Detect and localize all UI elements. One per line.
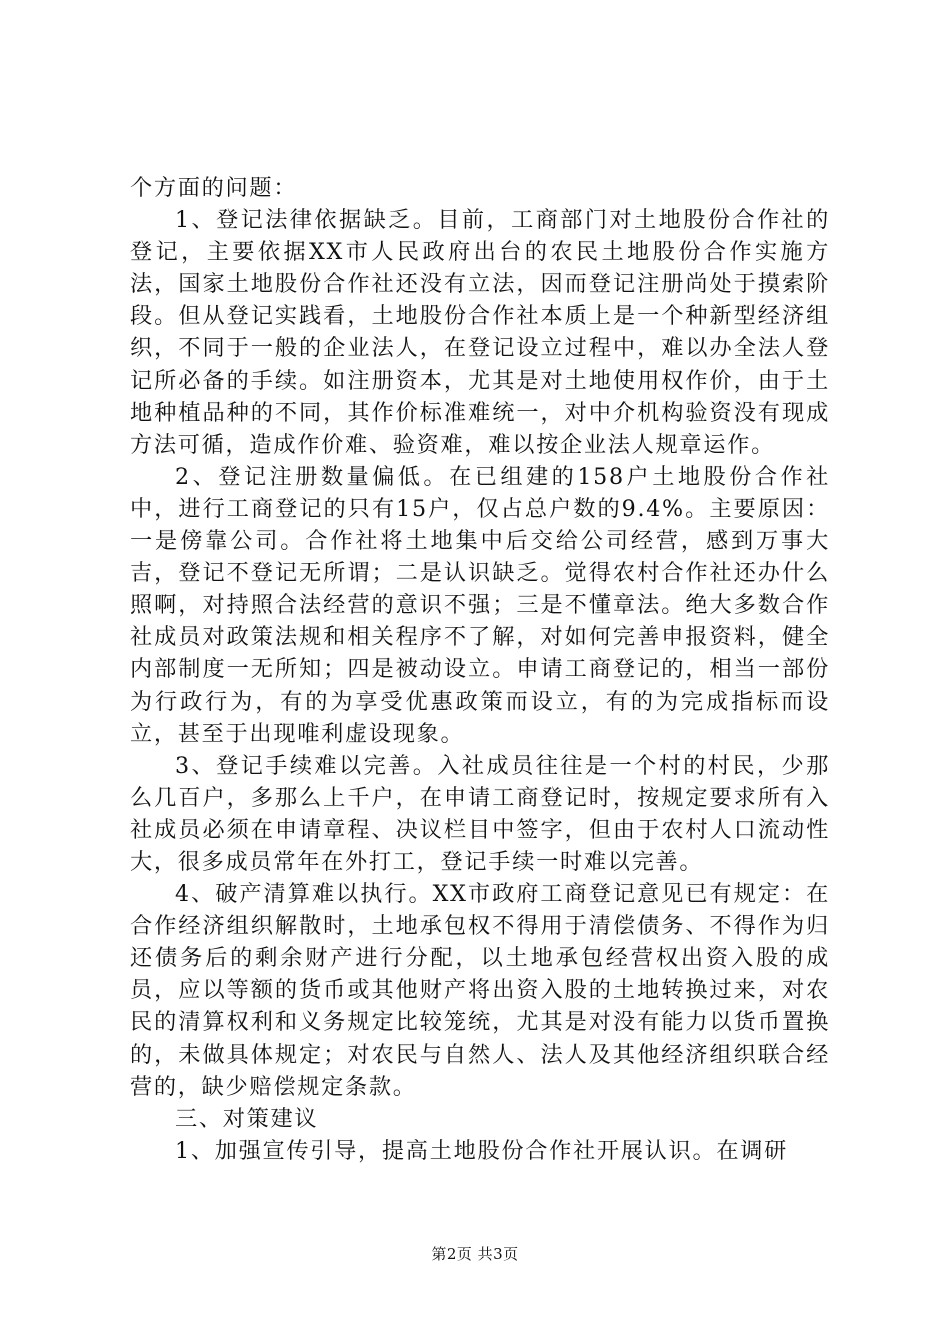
paragraph-item-3: 3、登记手续难以完善。入社成员往往是一个村的村民，少那么几百户，多那么上千户，在申请工商登记时，按规定要求所有入社成员必须在申请章程、决议栏目中签字，但由于农村人口流动性大，很多成员常年在外打工，登记手续一时难以完善。 [130, 752, 830, 875]
document-body [130, 172, 830, 1167]
paragraph-item-4: 4、破产清算难以执行。XX市政府工商登记意见已有规定：在合作经济组织解散时，土地承包权不得用于清偿债务、不得作为归还债务后的剩余财产进行分配，以土地承包经营权出资入股的成员，应以等额的货币或其他财产将出资入股的土地转换过来，对农民的清算权利和义务规定比较笼统，尤其是对没有能力以货币置换的，未做具体规定；对农民与自然人、法人及其他经济组织联合经营的，缺少赔偿规定条款。 [130, 881, 830, 1100]
paragraph-item-2: 2、登记注册数量偏低。在已组建的158户土地股份合作社中，进行工商登记的只有15户，仅占总户数的9.4%。主要原因：一是傍靠公司。合作社将土地集中后交给公司经营，感到万事大吉，登记不登记无所谓；二是认识缺乏。觉得农村合作社还办什么照啊，对持照合法经营的意识不强；三是不懂章法。绝大多数合作社成员对政策法规和相关程序不了解，对如何完善申报资料，健全内部制度一无所知；四是被动设立。申请工商登记的，相当一部份为行政行为，有的为享受优惠政策而设立，有的为完成指标而设立，甚至于出现唯利虚设现象。 [130, 463, 830, 747]
paragraph-item-1: 1、登记法律依据缺乏。目前，工商部门对土地股份合作社的登记，主要依据XX市人民政府出台的农民土地股份合作实施方法，国家土地股份合作社还没有立法，因而登记注册尚处于摸索阶段。但从登记实践看，土地股份合作社本质上是一个种新型经济组织，不同于一般的企业法人，在登记设立过程中，难以办全法人登记所必备的手续。如注册资本，尤其是对土地使用权作价，由于土地种植品种的不同，其作价标准难统一，对中介机构验资没有现成方法可循，造成作价难、验资难，难以按企业法人规章运作。 [130, 207, 830, 458]
section-heading: 三、对策建议 [175, 1105, 319, 1132]
paragraph-suggestion-1: 1、加强宣传引导，提高土地股份合作社开展认识。在调研 [175, 1137, 789, 1164]
paragraph-continuation: 个方面的问题： [130, 175, 298, 201]
page-footer: 第2页 共3页 [431, 1245, 519, 1263]
